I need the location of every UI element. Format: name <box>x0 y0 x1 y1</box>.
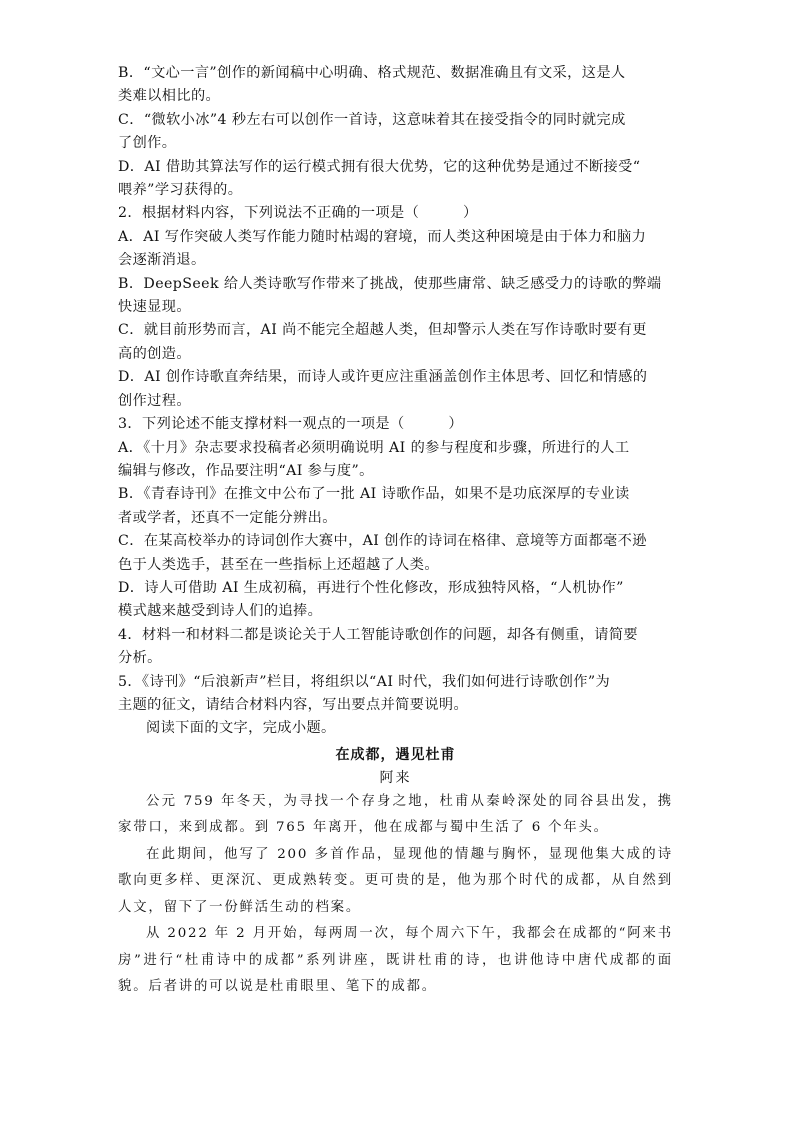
question-line: 色于人类选手，甚至在一些指标上还超越了人类。 <box>118 556 439 573</box>
article-paragraph: 公元 759 年冬天，为寻找一个存身之地，杜甫从秦岭深处的同谷县出发，携家带口，来到成都。到 765 年离开，他在成都与蜀中生活了 6 个年头。 <box>118 793 673 836</box>
question-line: 了创作。 <box>118 135 177 152</box>
question-line: 3．下列论述不能支撑材料一观点的一项是（ ） <box>118 416 463 433</box>
question-list <box>118 62 673 717</box>
question-item <box>118 671 673 718</box>
question-line: 2．根据材料内容，下列说法不正确的一项是（ ） <box>118 205 478 222</box>
question-item <box>118 577 673 624</box>
question-item <box>118 156 673 203</box>
question-item <box>118 319 673 366</box>
reading-instruction: 阅读下面的文字，完成小题。 <box>146 720 336 737</box>
article-author: 阿来 <box>379 769 412 786</box>
question-line: 4．材料一和材料二都是谈论关于人工智能诗歌创作的问题，却各有侧重，请简要 <box>118 626 638 643</box>
question-line: 者或学者，还真不一定能分辨出。 <box>118 509 337 526</box>
question-line: C．“微软小冰”4 秒左右可以创作一首诗，这意味着其在接受指令的同时就完成 <box>118 111 626 128</box>
question-item <box>118 62 673 109</box>
question-line: 喂养”学习获得的。 <box>118 182 243 199</box>
article-paragraph: 从 2022 年 2 月开始，每两周一次，每个周六下午，我都会在成都的“阿来书房”进行“杜甫诗中的成都”系列讲座，既讲杜甫的诗，也讲他诗中唐代成都的面貌。后者讲的可以说是杜甫眼里、笔下的成都。 <box>118 926 673 995</box>
question-line: A．AI 写作突破人类写作能力随时枯竭的窘境，而人类这种困境是由于体力和脑力 <box>118 228 647 245</box>
question-item <box>118 109 673 156</box>
question-line: 会逐渐消退。 <box>118 252 206 269</box>
question-line: 主题的征文，请结合材料内容，写出要点并简要说明。 <box>118 696 469 713</box>
question-line: C．就目前形势而言，AI 尚不能完全超越人类，但却警示人类在写作诗歌时要有更 <box>118 322 647 339</box>
question-item <box>118 366 673 413</box>
question-item <box>118 202 673 225</box>
question-line: 创作过程。 <box>118 392 191 409</box>
question-item <box>118 483 673 530</box>
question-line: D．AI 创作诗歌直奔结果，而诗人或许更应注重涵盖创作主体思考、回忆和情感的 <box>118 369 648 386</box>
question-item <box>118 530 673 577</box>
question-line: A．《十月》杂志要求投稿者必须明确说明 AI 的参与程度和步骤，所进行的人工 <box>118 439 630 456</box>
question-item <box>118 226 673 273</box>
question-line: 分析。 <box>118 650 162 667</box>
question-item <box>118 273 673 320</box>
question-line: D．诗人可借助 AI 生成初稿，再进行个性化修改，形成独特风格，“人机协作” <box>118 579 624 596</box>
question-line: B．DeepSeek 给人类诗歌写作带来了挑战，使那些庸常、缺乏感受力的诗歌的弊端 <box>118 275 662 292</box>
question-line: 高的创造。 <box>118 345 191 362</box>
question-line: B．《青春诗刊》在推文中公布了一批 AI 诗歌作品，如果不是功底深厚的专业读 <box>118 486 630 503</box>
question-line: 快速显现。 <box>118 299 191 316</box>
question-line: C．在某高校举办的诗词创作大赛中，AI 创作的诗词在格律、意境等方面都毫不逊 <box>118 533 647 550</box>
question-item <box>118 437 673 484</box>
question-item <box>118 624 673 671</box>
question-line: D．AI 借助其算法写作的运行模式拥有很大优势，它的这种优势是通过不断接受“ <box>118 158 641 175</box>
question-line: 编辑与修改，作品要注明“AI 参与度”。 <box>118 462 374 479</box>
article-paragraph: 在此期间，他写了 200 多首作品，显现他的情趣与胸怀，显现他集大成的诗歌向更多样、更深沉、更成熟转变。更可贵的是，他为那个时代的成都，从自然到人文，留下了一份鲜活生动的档案。 <box>118 846 673 915</box>
document-page <box>118 62 673 1001</box>
question-line: 模式越来越受到诗人们的追捧。 <box>118 603 323 620</box>
question-line: B．“文心一言”创作的新闻稿中心明确、格式规范、数据准确且有文采，这是人 <box>118 65 626 81</box>
question-line: 5．《诗刊》“后浪新声”栏目，将组织以“AI 时代，我们如何进行诗歌创作”为 <box>118 673 611 690</box>
article-title: 在成都，遇见杜甫 <box>335 746 456 763</box>
question-item <box>118 413 673 436</box>
question-line: 类难以相比的。 <box>118 88 221 105</box>
